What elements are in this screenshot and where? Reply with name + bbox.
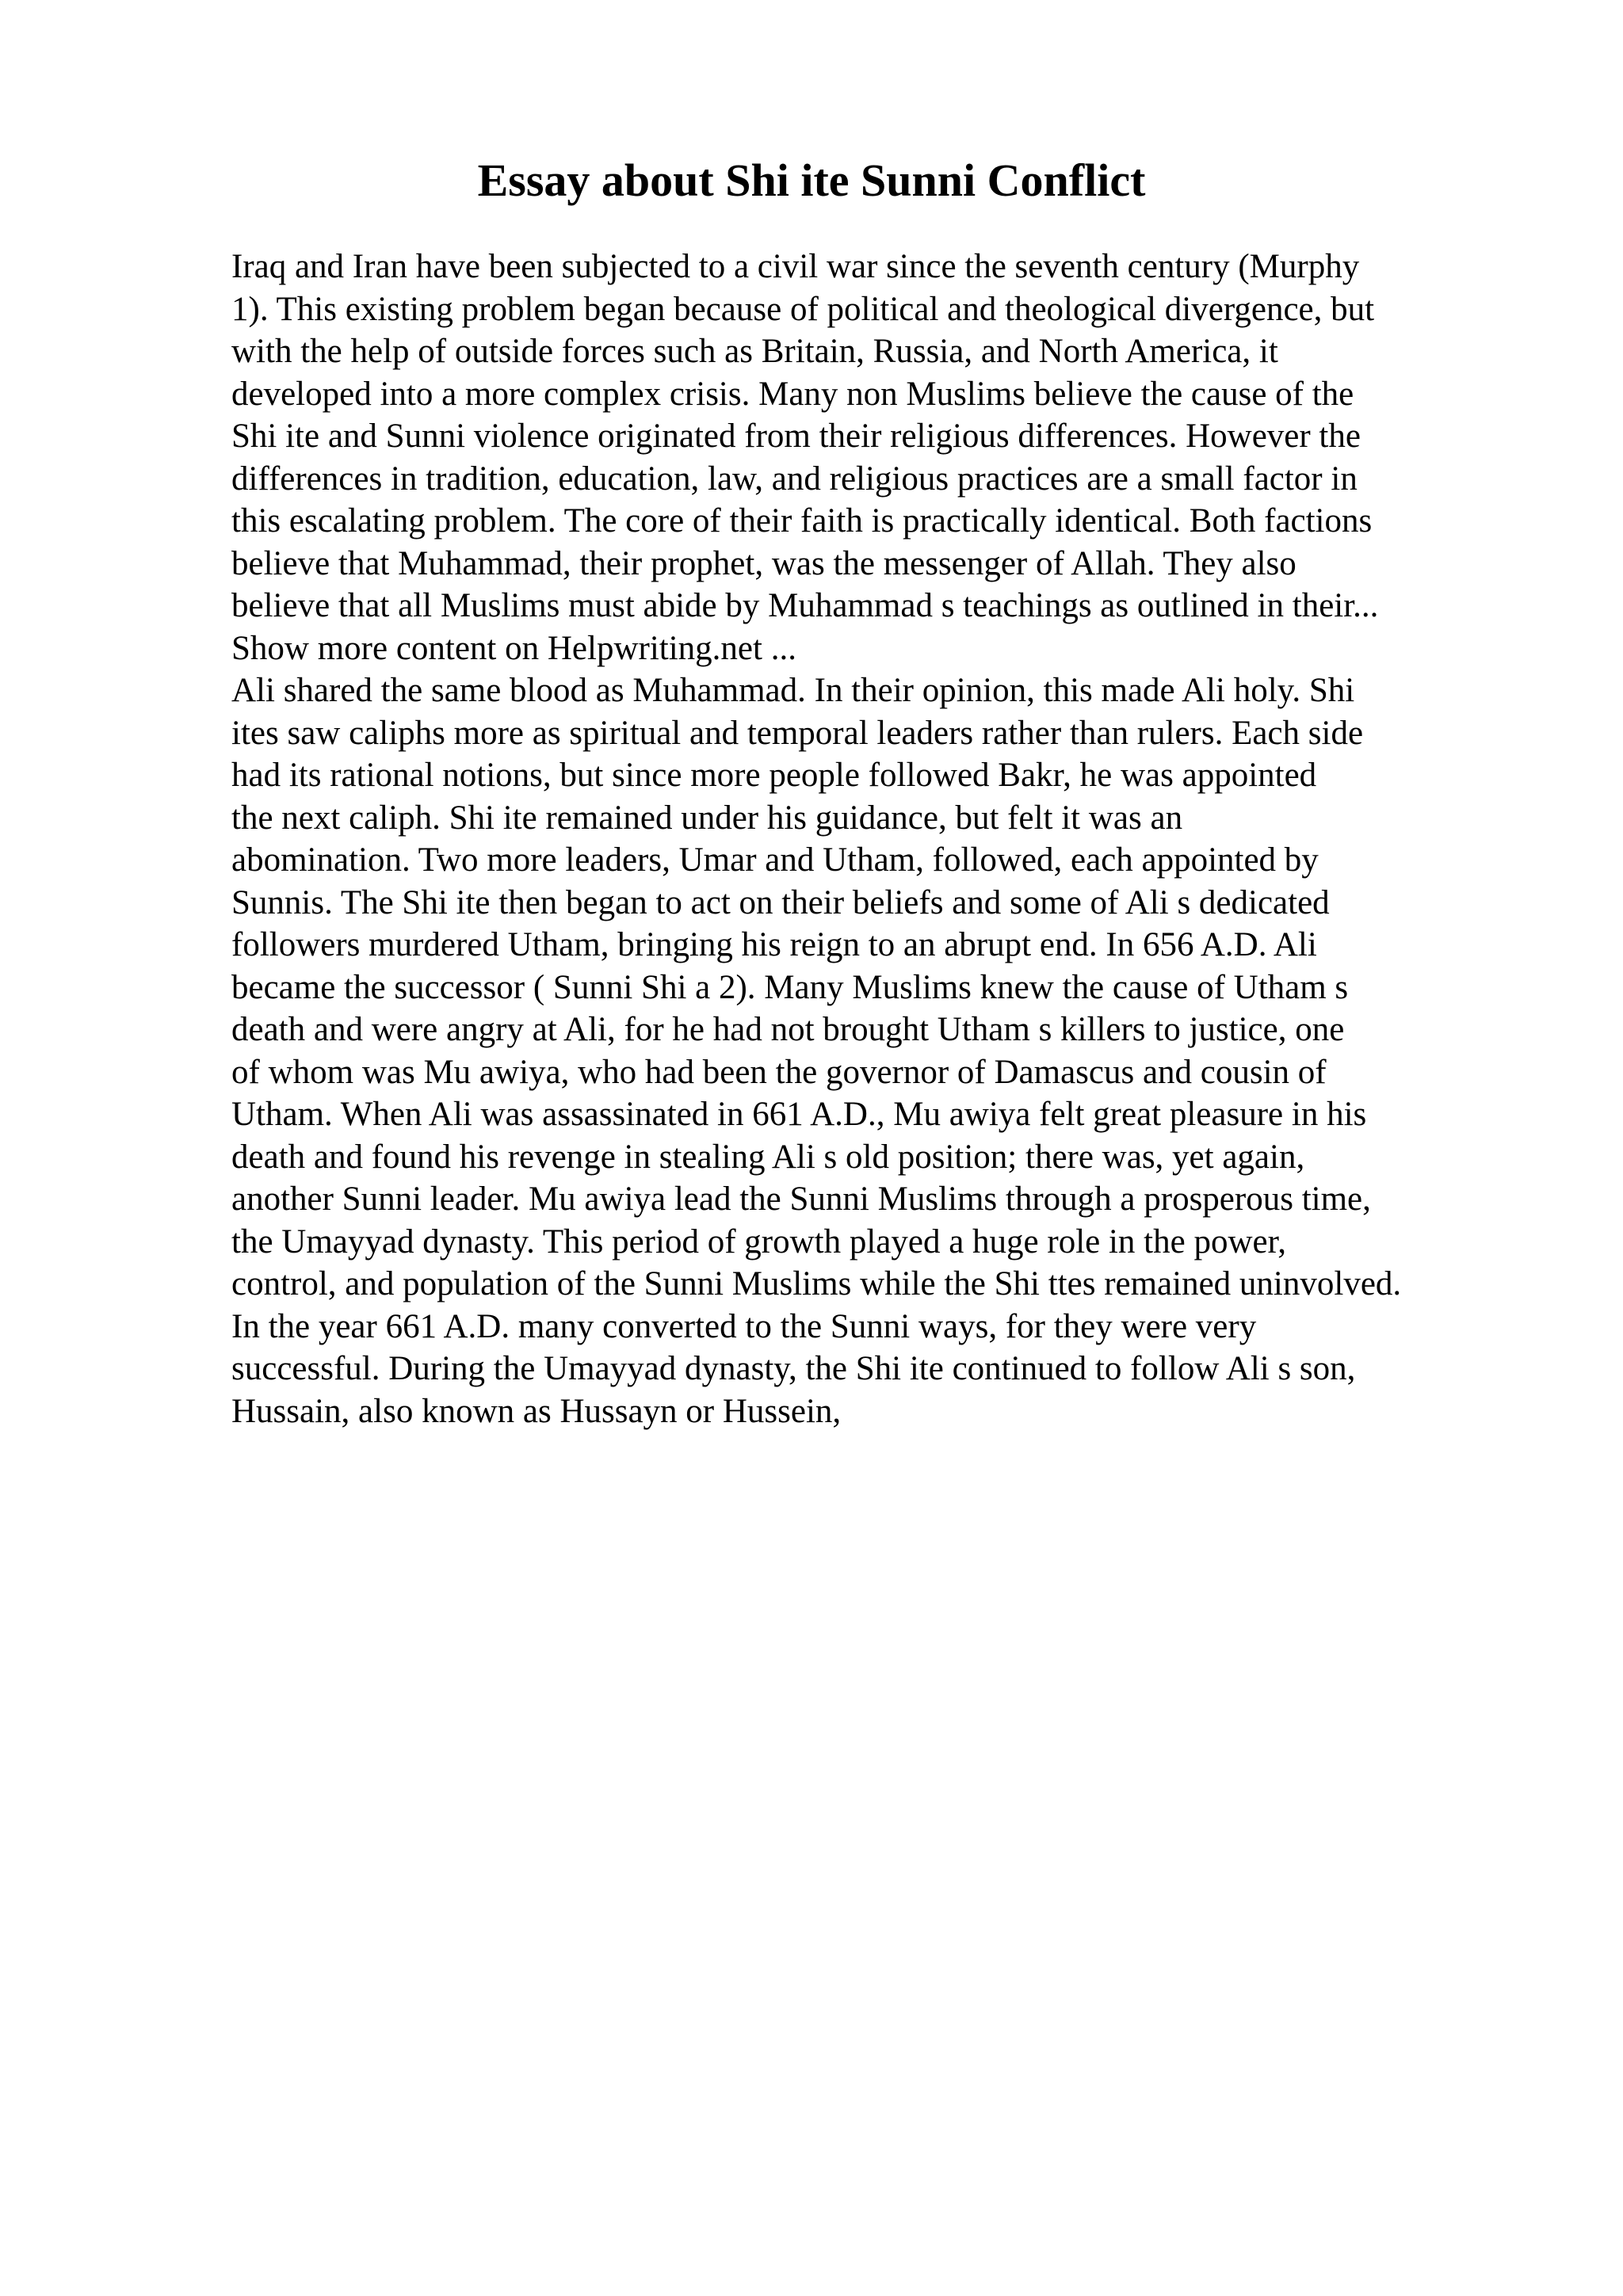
essay-line: death and found his revenge in stealing Ali s old position; there was, yet again, (231, 1138, 1305, 1176)
essay-line: ites saw caliphs more as spiritual and temporal leaders rather than rulers. Each side (231, 714, 1364, 752)
essay-line: another Sunni leader. Mu awiya lead the Sunni Muslims through a prosperous time, (231, 1180, 1371, 1218)
essay-line: death and were angry at Ali, for he had not brought Utham s killers to justice, one (231, 1011, 1345, 1048)
essay-line: differences in tradition, education, law, and religious practices are a small factor in (231, 460, 1358, 498)
essay-line: the Umayyad dynasty. This period of growth played a huge role in the power, (231, 1222, 1286, 1261)
essay-line: believe that Muhammad, their prophet, was the messenger of Allah. They also (231, 544, 1296, 582)
essay-line: Ali shared the same blood as Muhammad. In their opinion, this made Ali holy. Shi (231, 672, 1355, 709)
essay-line: believe that all Muslims must abide by Muhammad s teachings as outlined in their... (231, 587, 1379, 624)
essay-line: Sunnis. The Shi ite then began to act on their beliefs and some of Ali s dedicated (231, 883, 1330, 921)
essay-line: abomination. Two more leaders, Umar and Utham, followed, each appointed by (231, 841, 1319, 879)
essay-line: developed into a more complex crisis. Many non Muslims believe the cause of the (231, 375, 1354, 413)
essay-line: successful. During the Umayyad dynasty, the Shi ite continued to follow Ali s son, (231, 1350, 1356, 1387)
essay-line: 1). This existing problem began because of political and theological divergence, but (231, 290, 1375, 328)
essay-line: Shi ite and Sunni violence originated from their religious differences. However the (231, 418, 1361, 455)
essay-line: Utham. When Ali was assassinated in 661 A.D., Mu awiya felt great pleasure in his (231, 1096, 1367, 1133)
essay-line: became the successor ( Sunni Shi a 2). Many Muslims knew the cause of Utham s (231, 968, 1349, 1006)
essay-body (231, 246, 1579, 1432)
essay-line: followers murdered Utham, bringing his reign to an abrupt end. In 656 A.D. Ali (231, 926, 1317, 963)
essay-line: this escalating problem. The core of their faith is practically identical. Both factions (231, 502, 1373, 540)
essay-line: Hussain, also known as Hussayn or Hussein, (231, 1392, 842, 1430)
essay-line: with the help of outside forces such as Britain, Russia, and North America, it (231, 333, 1278, 370)
essay-line: the next caliph. Shi ite remained under his guidance, but felt it was an (231, 799, 1183, 837)
essay-line: Iraq and Iran have been subjected to a civil war since the seventh century (Murphy (231, 248, 1360, 285)
essay-line: had its rational notions, but since more people followed Bakr, he was appointed (231, 757, 1317, 794)
essay-title: Essay about Shi ite Sunni Conflict (477, 154, 1146, 206)
show-more-link[interactable]: Show more content on Helpwriting.net ... (231, 629, 796, 667)
essay-line: In the year 661 A.D. many converted to the Sunni ways, for they were very (231, 1307, 1257, 1345)
essay-line: of whom was Mu awiya, who had been the governor of Damascus and cousin of (231, 1053, 1327, 1091)
essay-line: control, and population of the Sunni Muslims while the Shi ttes remained uninvolved. (231, 1265, 1402, 1302)
